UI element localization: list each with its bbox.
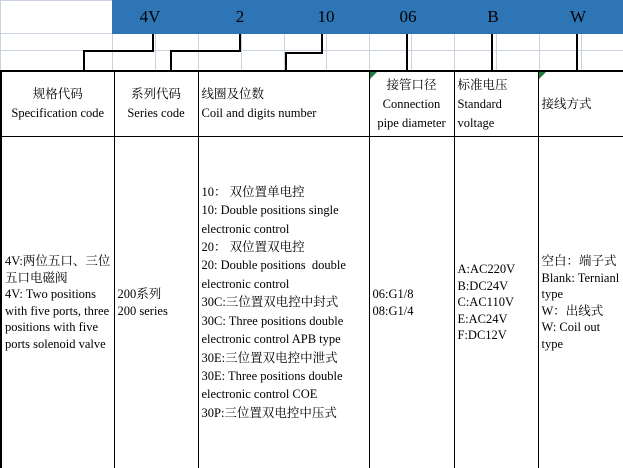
connector-line-series [239, 34, 241, 51]
body-lines [373, 286, 451, 319]
header-standard-voltage [454, 71, 538, 137]
grid-line [112, 34, 113, 70]
cell-wiring-type [538, 137, 623, 468]
table-header-row [1, 71, 623, 137]
header-lines [202, 85, 366, 123]
connector-line-coil [321, 34, 323, 53]
grid-line [454, 34, 455, 70]
body-line: 30C: Three positions double electronic control APB type [201, 313, 347, 347]
body-line: 4V: Two positions with five ports, three positions with five ports solenoid valve [5, 287, 113, 351]
body-line: Blank: Ternianl type [541, 270, 623, 301]
code-segment-coil: 10 [317, 6, 335, 26]
body-line: 4V:两位五口、三位五口电磁阀 [5, 254, 111, 285]
body-line: 10： 双位置单电控 [201, 184, 305, 199]
header-line: 接线方式 [541, 96, 592, 111]
body-line: W: Coil out type [541, 320, 604, 351]
cell-coil-digits [198, 137, 369, 468]
header-line: Standard [457, 96, 502, 111]
body-line: 06:G1/8 [372, 287, 414, 301]
cell-series-code [114, 137, 198, 468]
code-segment-series: 2 [235, 6, 245, 26]
header-line: voltage [457, 115, 495, 130]
grid-line [241, 34, 242, 70]
header-line: 标准电压 [457, 77, 508, 92]
body-line: 空白：端子式 [541, 254, 617, 268]
body-line: 20: Double positions double electronic control [201, 258, 350, 291]
connector-line-spec [152, 34, 154, 51]
body-line: C:AC110V [457, 295, 514, 310]
connector-line-coil [285, 52, 287, 70]
body-line: 20： 双位置双电控 [201, 240, 305, 255]
body-line: B:DC24V [457, 278, 509, 293]
body-line: A:AC220V [457, 262, 516, 277]
connector-line-coil [285, 52, 323, 54]
header-series-code [114, 71, 198, 137]
header-line: 规格代码 [32, 87, 83, 101]
cell-standard-voltage [454, 137, 538, 468]
header-line: 系列代码 [130, 87, 181, 101]
body-line: 30E:三位置双电控中泄式 [201, 350, 338, 365]
body-line: E:AC24V [457, 311, 508, 326]
grid-line [198, 34, 199, 70]
grid-line [539, 34, 540, 70]
header-wiring-type [538, 71, 623, 137]
connector-line-voltage [491, 34, 493, 70]
body-line: 30C:三位置双电控中封式 [201, 295, 339, 310]
header-lines [373, 76, 451, 133]
body-line: W：出线式 [541, 303, 604, 318]
code-segment-voltage: B [487, 6, 499, 26]
connector-line-spec [83, 50, 85, 70]
header-specification-code [1, 71, 114, 137]
body-line: 08:G1/4 [372, 303, 414, 318]
body-line: F:DC12V [457, 328, 507, 343]
grid-line [369, 34, 370, 70]
header-line: Series code [127, 106, 185, 120]
connector-line-wiring [576, 34, 578, 70]
body-line: 200 series [117, 303, 168, 318]
code-segment-pipe: 06 [399, 6, 417, 26]
header-coil-digits [198, 71, 369, 137]
header-lines [5, 85, 111, 123]
connector-line-pipe [406, 34, 408, 70]
grid-line [411, 34, 412, 70]
body-lines [458, 261, 535, 344]
code-segment-spec: 4V [139, 6, 161, 26]
header-line: Coil and digits number [201, 106, 317, 120]
connector-line-series [170, 50, 241, 52]
comment-marker-icon [370, 72, 377, 79]
body-line: 30E: Three positions double electronic control COE [201, 368, 346, 402]
grid-line [326, 34, 327, 70]
header-line: 线圈及位数 [201, 87, 265, 101]
body-lines [202, 183, 366, 422]
body-lines [542, 253, 621, 352]
body-line: 30P:三位置双电控中压式 [201, 405, 337, 420]
cell-pipe-diameter [369, 137, 454, 468]
body-line: 200系列 [117, 287, 162, 301]
connector-line-spec [83, 50, 154, 52]
header-lines [458, 76, 535, 133]
header-line: 接管口径 [386, 77, 437, 92]
header-lines [542, 95, 621, 114]
model-code-band [112, 0, 623, 34]
body-line: 10: Double positions single electronic control [201, 203, 342, 236]
grid-line [0, 0, 1, 70]
grid-line [496, 34, 497, 70]
header-line: Specification code [11, 106, 105, 120]
cell-specification-code [1, 137, 114, 468]
header-line: Connection [382, 96, 441, 111]
connector-line-series [170, 50, 172, 70]
grid-line [581, 34, 582, 70]
grid-line [155, 34, 156, 70]
explanation-table [0, 70, 623, 468]
header-line: pipe diameter [377, 115, 446, 130]
table-body-row [1, 137, 623, 468]
comment-marker-icon [539, 72, 546, 79]
body-lines [118, 286, 195, 319]
header-lines [118, 85, 195, 123]
body-lines [5, 253, 111, 352]
code-segment-wiring: W [569, 6, 587, 26]
header-pipe-diameter [369, 71, 454, 137]
